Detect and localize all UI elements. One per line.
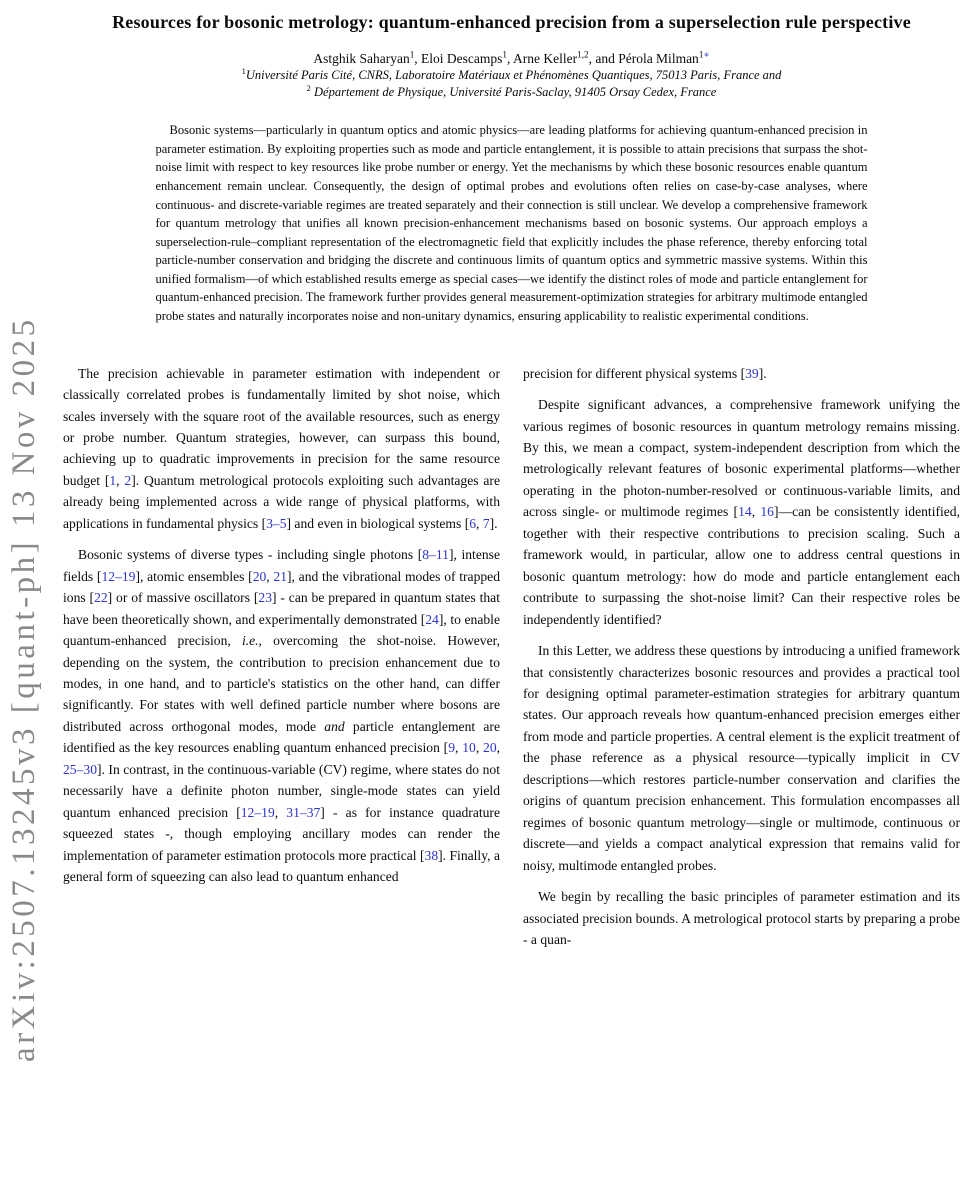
affiliation-1 [63, 67, 960, 84]
text-run: and [324, 718, 345, 734]
text-run: , [496, 740, 500, 756]
citation-link[interactable]: 24 [425, 611, 439, 627]
superscript: 1 [241, 66, 246, 77]
text-run: ]. [489, 515, 498, 531]
text-run: , overcoming the shot-noise. However, depending on the system, the contribution to precision enhancement due to modes, in one hand, and to particle's statistics on the other hand, can differ significantly. For states with well defined particle number where bosons are distributed across orthogonal modes, mode [63, 633, 500, 734]
abstract [156, 121, 868, 326]
text-run: , [476, 515, 483, 531]
paragraph [63, 544, 500, 887]
citation-link[interactable]: 38 [424, 847, 439, 863]
text-run: ]. Finally, a general form of squeezing can also lead to quantum enhanced [63, 847, 500, 885]
superscript: 1 [698, 49, 704, 60]
text-run: ], to enable quantum-enhanced precision, [63, 611, 500, 649]
text-run: ], and the vibrational modes of trapped ions [ [63, 568, 500, 606]
text-run: ]. In contrast, in the continuous-variable (CV) regime, where states do not necessarily have a definite photon number, single-mode states can yield quantum enhanced precision [ [63, 761, 500, 820]
citation-link[interactable]: 22 [94, 590, 108, 606]
text-run: , [116, 472, 125, 488]
paper-title: Resources for bosonic metrology: quantum-enhanced precision from a superselection rule perspective [112, 12, 911, 32]
text-run: Bosonic systems of diverse types - including single photons [ [78, 547, 423, 563]
citation-link[interactable]: 23 [258, 590, 272, 606]
paper-content [63, 0, 960, 1084]
superscript: 2 [306, 83, 311, 94]
citation-link[interactable]: 31–37 [286, 804, 321, 820]
text-run: ]. Quantum metrological protocols exploiting such advantages are already being implemented across a wide range of physical platforms, with applications in fundamental physics [ [63, 472, 500, 531]
citation-link[interactable]: 16 [760, 504, 774, 520]
text-run: ]—can be consistently identified, together with their respective contributions to precision scaling. Such a framework would, in particular, allow one to address central questions in bosonic quantum metrology: how do mode and particle entanglement each contribute to surpassing the shot-noise limit? Can their respective roles be independently identified? [523, 504, 960, 627]
citation-link[interactable]: 2 [124, 472, 132, 488]
arxiv-watermark: arXiv:2507.13245v3 [quant-ph] 13 Nov 2025 [6, 316, 42, 1062]
text-run: ] - can be prepared in quantum states that have been theoretically shown, and experimentally demonstrated [ [63, 590, 500, 627]
paragraph [523, 886, 960, 950]
citation-link[interactable]: 8–11 [422, 547, 449, 563]
text-run: , [455, 740, 463, 756]
citation-link[interactable]: 7 [482, 515, 490, 531]
text-run: Despite significant advances, a comprehensive framework unifying the various regimes of bosonic resources in quantum metrology remains missing. By this, we mean a compact, system-independent description from which the metrologically relevant features of bosonic experimental platforms—whether operating in the photon-number-resolved or continuous-variable limits, and across single- or multimode regimes [ [523, 397, 960, 520]
text-run: Université Paris Cité, CNRS, Laboratoire Matériaux et Phénomènes Quantiques, 75013 Paris, France and [245, 68, 782, 83]
citation-link[interactable]: 6 [469, 515, 477, 531]
text-run: , Eloi Descamps [414, 50, 503, 66]
text-run: , Arne Keller [507, 50, 578, 66]
citation-link[interactable]: 14 [738, 504, 752, 520]
text-run: ] - as for instance quadrature squeezed states -, though employing ancillary modes can render the implementation of parameter estimation protocols more practical [ [63, 804, 500, 863]
text-run: The precision achievable in parameter estimation with independent or classically correlated probes is fundamentally limited by shot noise, which scales inversely with the square root of the available resources, such as energy or probe number. Quantum strategies, however, can surpass this bound, achieving up to quadratic improvements in precision for the same resource budget [ [63, 365, 500, 488]
citation-link[interactable]: 12–19 [101, 568, 136, 584]
text-run: ]. [758, 365, 767, 381]
text-run: Département de Physique, Université Paris-Saclay, 91405 Orsay Cedex, France [310, 85, 717, 100]
citation-link[interactable]: ∗ [703, 49, 710, 60]
superscript: 1,2 [577, 49, 589, 60]
superscript: 1 [502, 49, 507, 60]
text-run: , [266, 568, 274, 584]
text-run: ], intense fields [ [63, 547, 500, 584]
text-run: , and Pérola Milman [588, 50, 699, 66]
paragraph [523, 640, 960, 876]
text-run: In this Letter, we address these questions by introducing a unified framework that consistently characterizes bosonic resources and provides a practical tool for designing optimal parameter-estimation strategies for arbitrary quantum states. Our approach reveals how quantum-enhanced precision emerges either from mode and particle properties. A central element is the explicit treatment of the phase reference as a physical resource—typically implicit in CV descriptions—which restores particle-number conservation and clarifies the origins of quantum precision enhancement. This formulation encompasses all regimes of bosonic quantum metrology—single or multimode, continuous or discrete—and yields a compact analytical expression that remains valid for noisy, multimode entangled probes. [523, 643, 960, 873]
citation-link[interactable]: 9 [448, 740, 456, 756]
text-run: ], atomic ensembles [ [135, 568, 253, 584]
two-column-body [63, 363, 960, 1084]
citation-link[interactable]: 20 [252, 568, 267, 584]
superscript: 1 [409, 49, 415, 60]
text-run: We begin by recalling the basic principles of parameter estimation and its associated precision bounds. A metrological protocol starts by preparing a probe - a quan- [523, 889, 960, 947]
text-run: , [475, 740, 484, 756]
text-run: precision for different physical systems [ [523, 365, 746, 381]
authors-line [63, 50, 960, 68]
left-column [63, 363, 500, 1084]
citation-link[interactable]: 10 [462, 740, 476, 756]
paragraph [523, 363, 960, 384]
paragraph [523, 394, 960, 630]
text-run: ] and even in biological systems [ [286, 515, 470, 531]
text-run: particle entanglement are identified as the key resources enabling quantum enhanced precision [ [63, 718, 500, 756]
citation-link[interactable]: 25–30 [63, 761, 97, 777]
citation-link[interactable]: 1 [109, 472, 117, 488]
citation-link[interactable]: 20 [483, 740, 497, 756]
citation-link[interactable]: 39 [745, 365, 759, 381]
citation-link[interactable]: 21 [273, 568, 288, 584]
text-run: i.e. [241, 633, 259, 649]
text-run: Astghik Saharyan [313, 50, 410, 66]
text-run: ] or of massive oscillators [ [107, 590, 259, 606]
paragraph [63, 363, 500, 535]
affiliation-2 [63, 84, 960, 101]
text-run: Bosonic systems—particularly in quantum optics and atomic physics—are leading platforms for achieving quantum-enhanced precision in parameter estimation. By exploiting properties such as mode and particle entanglement, it is possible to attain precisions that surpass the shot-noise limit with respect to key resources like probe number or energy. Yet the mechanisms by which these bosonic resources enable quantum enhancement remain unclear. Consequently, the design of optimal probes and evolutions often relies on case-by-case analyses, where continuous- and discrete-variable regimes are treated separately and their connection is still unclear. We develop a comprehensive framework for quantum metrology that unifies all known precision-enhancement mechanisms based on bosonic systems. Our approach employs a superselection-rule–compliant representation of the electromagnetic field that explicitly includes the phase reference, thereby enforcing total particle-number conservation and bridging the discrete and continuous limits of quantum optics and symmetric massive systems. Within this unified formalism—of which established results emerge as special cases—we identify the distinct roles of mode and particle entanglement for quantum-enhanced precision. The framework further provides general measurement-optimization strategies for arbitrary multimode entangled probe states and naturally incorporates noise and non-unitary dynamics, ensuring applicability to realistic experimental conditions. [155, 123, 868, 324]
text-run: , [274, 804, 287, 820]
citation-link[interactable]: 3–5 [266, 515, 287, 531]
text-run: , [751, 504, 761, 520]
right-column [523, 363, 960, 1084]
citation-link[interactable]: 12–19 [240, 804, 275, 820]
